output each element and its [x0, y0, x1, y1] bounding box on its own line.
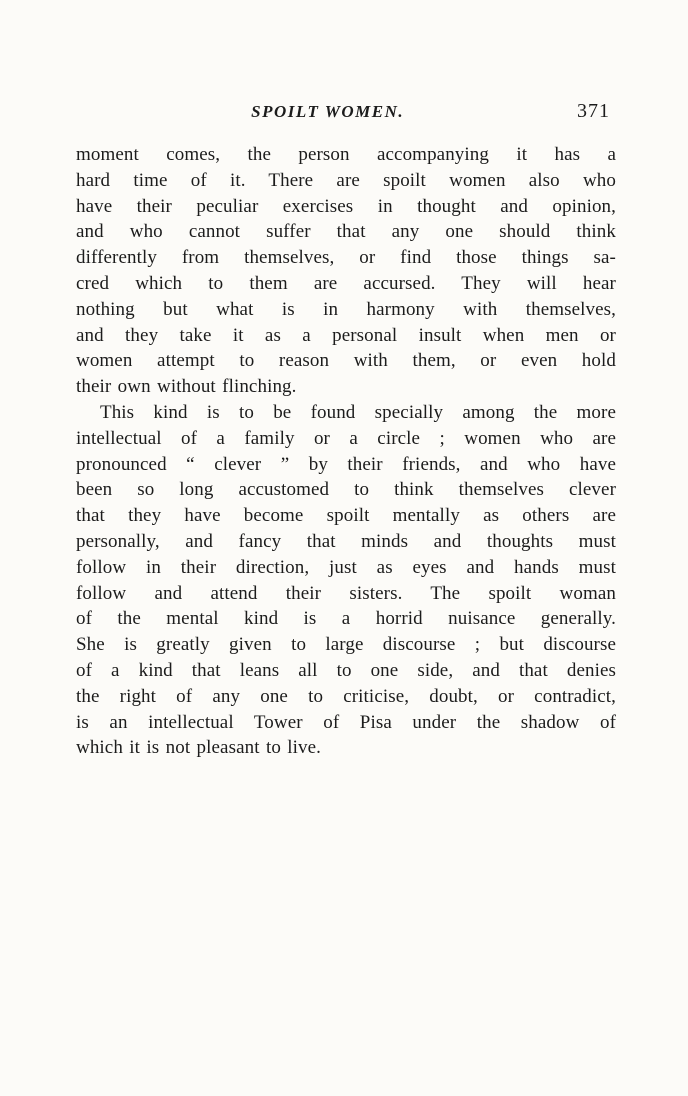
- text-line: She is greatly given to large discourse ; but discourse: [76, 634, 616, 656]
- text-line: that they have become spoilt mentally as others are: [76, 505, 616, 527]
- text-line: follow and attend their sisters. The spoilt woman: [76, 582, 616, 604]
- text-line: their own without flinching.: [76, 376, 297, 398]
- text-line: which it is not pleasant to live.: [76, 737, 322, 759]
- text-line: and who cannot suffer that any one should think: [76, 221, 616, 243]
- page-body: [76, 142, 616, 761]
- text-line: is an intellectual Tower of Pisa under the shadow of: [76, 711, 616, 733]
- running-title: SPOILT WOMEN.: [251, 102, 405, 121]
- text-line: the right of any one to criticise, doubt, or contradict,: [76, 685, 616, 707]
- text-line: nothing but what is in harmony with themselves,: [76, 298, 616, 320]
- text-line: hard time of it. There are spoilt women also who: [76, 169, 616, 191]
- text-line: follow in their direction, just as eyes and hands must: [76, 556, 616, 578]
- paragraph: [76, 142, 616, 400]
- text-line: cred which to them are accursed. They will hear: [76, 272, 616, 294]
- text-line: intellectual of a family or a circle ; women who are: [76, 427, 616, 449]
- paragraph: [76, 400, 616, 761]
- text-line: have their peculiar exercises in thought and opinion,: [76, 195, 616, 217]
- text-line: of a kind that leans all to one side, and that denies: [76, 659, 616, 681]
- text-line: pronounced “ clever ” by their friends, and who have: [76, 453, 616, 475]
- text-line: moment comes, the person accompanying it has a: [76, 144, 616, 165]
- text-line: of the mental kind is a horrid nuisance generally.: [76, 608, 616, 630]
- text-line: personally, and fancy that minds and thoughts must: [76, 530, 616, 552]
- page-number: 371: [577, 100, 610, 122]
- text-line: been so long accustomed to think themselves clever: [76, 479, 616, 501]
- page-header: [76, 100, 616, 130]
- text-line: differently from themselves, or find those things sa-: [76, 247, 616, 269]
- text-line: and they take it as a personal insult when men or: [76, 324, 616, 346]
- text-line: This kind is to be found specially among the more: [100, 401, 616, 423]
- text-line: women attempt to reason with them, or even hold: [76, 350, 616, 372]
